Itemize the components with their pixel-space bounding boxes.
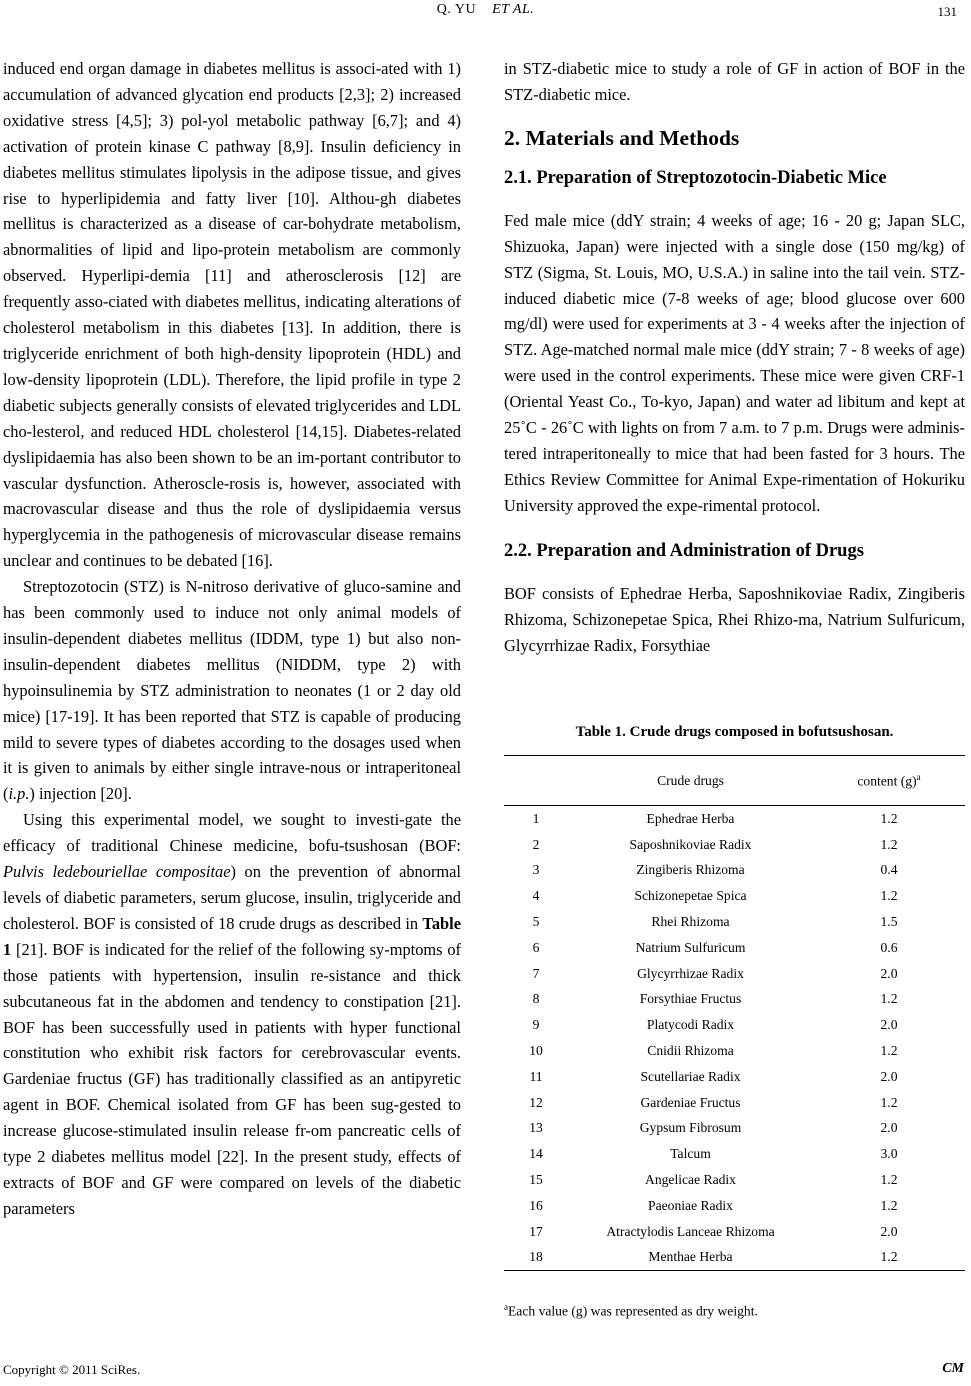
row-number: 12 (529, 1094, 543, 1110)
journal-abbrev: CM (942, 1361, 964, 1376)
drug-content: 1.2 (880, 991, 898, 1007)
subsection-heading-2: 2.2. Preparation and Administration of Drugs (504, 540, 864, 561)
row-number: 14 (529, 1146, 543, 1162)
drug-content: 0.6 (880, 939, 898, 955)
drug-name: Natrium Sulfuricum (635, 939, 746, 955)
table-row (504, 1245, 965, 1271)
table-row (504, 1141, 965, 1167)
table-row (504, 1219, 965, 1245)
row-number: 1 (532, 810, 540, 826)
table-row (504, 883, 965, 909)
table-row (504, 961, 965, 987)
crude-drugs-table (504, 755, 965, 1271)
drug-content: 0.4 (880, 862, 898, 878)
drug-content: 1.5 (880, 914, 898, 930)
page-footer (0, 1360, 971, 1382)
drug-name: Paeoniae Radix (648, 1197, 733, 1213)
row-number: 18 (529, 1249, 543, 1265)
drug-content: 2.0 (880, 1223, 898, 1239)
drug-content: 2.0 (880, 965, 898, 981)
table-row (504, 1193, 965, 1219)
header-number (504, 756, 568, 806)
drug-content: 1.2 (880, 1043, 898, 1059)
row-number: 5 (532, 914, 540, 930)
drug-content: 1.2 (880, 810, 898, 826)
row-number: 2 (532, 836, 540, 852)
row-number: 3 (532, 862, 540, 878)
row-number: 4 (532, 888, 540, 904)
drug-content: 1.2 (880, 836, 898, 852)
drug-content: 3.0 (880, 1146, 898, 1162)
row-number: 7 (532, 965, 540, 981)
table-footnote: $^a$Each value (g) was represented as dry weight. (504, 1302, 758, 1319)
table-reference-link: Table 1 (3, 913, 461, 959)
subsection-heading-1: 2.1. Preparation of Streptozotocin-Diabetic Mice (504, 167, 887, 188)
table-row (504, 1167, 965, 1193)
table-row (504, 858, 965, 884)
drug-name: Saposhnikoviae Radix (629, 836, 752, 852)
drug-content: 1.2 (880, 888, 898, 904)
table-row (504, 1038, 965, 1064)
row-number: 15 (529, 1172, 543, 1188)
drug-name: Schizonepetae Spica (634, 888, 747, 904)
table-row (504, 909, 965, 935)
section-heading: 2. Materials and Methods (504, 125, 740, 150)
drug-name: Cnidii Rhizoma (647, 1043, 734, 1059)
drug-name: Atractylodis Lanceae Rhizoma (606, 1223, 775, 1239)
row-number: 6 (532, 939, 540, 955)
drug-name: Ephedrae Herba (646, 810, 735, 826)
drug-content: 2.0 (880, 1120, 898, 1136)
table-row (504, 935, 965, 961)
table-row (504, 1064, 965, 1090)
drug-name: Scutellariae Radix (640, 1068, 741, 1084)
drug-name: Talcum (670, 1146, 711, 1162)
page-header (0, 0, 971, 24)
table-row (504, 806, 965, 832)
running-head (0, 2, 971, 18)
drug-name: Zingiberis Rhizoma (636, 862, 745, 878)
paragraph-stz: Streptozotocin (STZ) is N-nitroso derivative of gluco-samine and has been commonly used to induce not only animal models of insulin-dependent diabetes mellitus (IDDM, type 1) but also non-insulin-dependent diabetes mellitus (NIDDM, type 2) with hypoinsulinemia by STZ administration to neonates (1 or 2 day old mice) [17-19]. It has been reported that STZ is capable of producing mild to severe types of diabetes according to the dosages used when it is given to animals by either single intrave-nous or intraperitoneal (i.p.) injection [20]. (3, 577, 461, 804)
drug-name: Rhei Rhizoma (651, 914, 730, 930)
drug-content: 1.2 (880, 1249, 898, 1265)
table-row (504, 1116, 965, 1142)
row-number: 8 (532, 991, 540, 1007)
table-header-row (504, 756, 965, 806)
header-etal: ET AL. (492, 2, 535, 17)
row-number: 17 (529, 1223, 543, 1239)
table-row (504, 987, 965, 1013)
paragraph-continued: in STZ-diabetic mice to study a role of GF in action of BOF in the STZ-diabetic mice. (504, 59, 965, 104)
right-column (504, 56, 965, 658)
drug-name: Gardeniae Fructus (640, 1094, 741, 1110)
page-number: 131 (937, 4, 957, 19)
paragraph-intro: induced end organ damage in diabetes mellitus is associ-ated with 1) accumulation of advanced glycation end products [2,3]; 2) increased oxidative stress [4,5]; 3) pol-yol metabolic pathway [6,7]; and 4) activation of protein kinase C pathway [8,9]. Insulin deficiency in diabetes mellitus stimulates lipolysis in the adipose tissue, and gives rise to hyperlipidemia and fatty liver [10]. Althou-gh diabetes mellitus is characterized as a disease of car-bohydrate metabolism, abnormalities of lipid and lipo-protein metabolism are commonly observed. Hyperlipi-demia [11] and atherosclerosis [12] are frequently asso-ciated with diabetes mellitus, indicating alterations of cholesterol metabolism in this diabetes [13]. In addition, there is triglyceride enrichment of both high-density lipoprotein (HDL) and low-density lipoprotein (LDL). Therefore, the lipid profile in type 2 diabetic subjects generally consists of elevated triglycerides and LDL cho-lesterol, and reduced HDL cholesterol [14,15]. Diabetes-related dyslipidaemia has also been shown to be an im-portant contributor to vascular dysfunction. Atheroscle-rosis is, however, associated with macrovascular disease and thus the role of dyslipidaemia versus hyperglycemia in the pathogenesis of microvascular disease remains unclear and continues to be debated [16]. (3, 59, 461, 571)
drug-name: Gypsum Fibrosum (639, 1120, 742, 1136)
header-crude-drugs: Crude drugs (657, 772, 724, 788)
row-number: 16 (529, 1197, 543, 1213)
paragraph-bof: Using this experimental model, we sought to investi-gate the efficacy of traditional Chinese medicine, bofu-tsushosan (BOF: Pulvis ledebouriellae compositae) on the prevention of abnormal levels of diabetic parameters, serum glucose, insulin, triglyceride and cholesterol. BOF is consisted of 18 crude drugs as described in Table 1 [21]. BOF is indicated for the relief of the following sy-mptoms of those patients with hypertension, insulin re-sistance and thick subcutaneous fat in the abdomen and tendency to constipation [21]. BOF has been successfully used in patients with hyper functional constitution who exhibit risk factors for cerebrovascular events. Gardeniae fructus (GF) has traditionally classified as an antipyretic agent in BOF. Chemical isolated from GF has been sug-gested to increase glucose-stimulated insulin release fr-om pancreatic cells of type 2 diabetes mellitus model [22]. In the present study, effects of extracts of BOF and GF were compared on levels of the diabetic parameters (3, 810, 461, 1218)
header-author: Q. YU (436, 2, 477, 17)
table-title: Table 1. Crude drugs composed in bofutsushosan. (575, 724, 894, 740)
drug-content: 1.2 (880, 1094, 898, 1110)
row-number: 11 (529, 1068, 543, 1084)
drug-name: Forsythiae Fructus (639, 991, 742, 1007)
table-row (504, 1090, 965, 1116)
row-number: 13 (529, 1120, 543, 1136)
drug-content: 2.0 (880, 1017, 898, 1033)
table-row (504, 832, 965, 858)
paragraph-drugs: BOF consists of Ephedrae Herba, Saposhnikoviae Radix, Zingiberis Rhizoma, Schizonepetae Spica, Rhei Rhizo-ma, Natrium Sulfuricum, Glycyrrhizae Radix, Forsythiae (504, 583, 965, 655)
table-row (504, 1012, 965, 1038)
drug-content: 2.0 (880, 1068, 898, 1084)
drug-content: 1.2 (880, 1197, 898, 1213)
drug-name: Glycyrrhizae Radix (637, 965, 744, 981)
drug-name: Menthae Herba (648, 1249, 733, 1265)
header-content: content $(g)^a$ (857, 771, 921, 789)
left-column (3, 56, 461, 1222)
copyright: Copyright © 2011 SciRes. (3, 1362, 141, 1377)
row-number: 9 (532, 1017, 540, 1033)
row-number: 10 (529, 1043, 543, 1059)
drug-content: 1.2 (880, 1172, 898, 1188)
drug-name: Platycodi Radix (646, 1017, 735, 1033)
paragraph-mice: Fed male mice (ddY strain; 4 weeks of age; 16 - 20 g; Japan SLC, Shizuoka, Japan) were injected with a single dose (150 mg/kg) of STZ (Sigma, St. Louis, MO, U.S.A.) in saline into the tail vein. STZ-induced diabetic mice (7-8 weeks of age; blood glucose over 600 mg/dl) were used for experiments at 3 - 4 weeks after the injection of STZ. Age-matched normal male mice (ddY strain; 7 - 8 weeks of age) were used in the control experiments. These mice were given CRF-1 (Oriental Yeast Co., To-kyo, Japan) and water ad libitum and kept at 25˚C - 26˚C with lights on from 7 a.m. to 7 p.m. Drugs were adminis-tered intraperitoneally to mice that had been fasted for 3 hours. The Ethics Review Committee for Animal Expe-rimentation of Hokuriku University approved the expe-rimental protocol. (504, 210, 965, 515)
table-body (504, 806, 965, 1271)
drug-name: Angelicae Radix (645, 1172, 736, 1188)
